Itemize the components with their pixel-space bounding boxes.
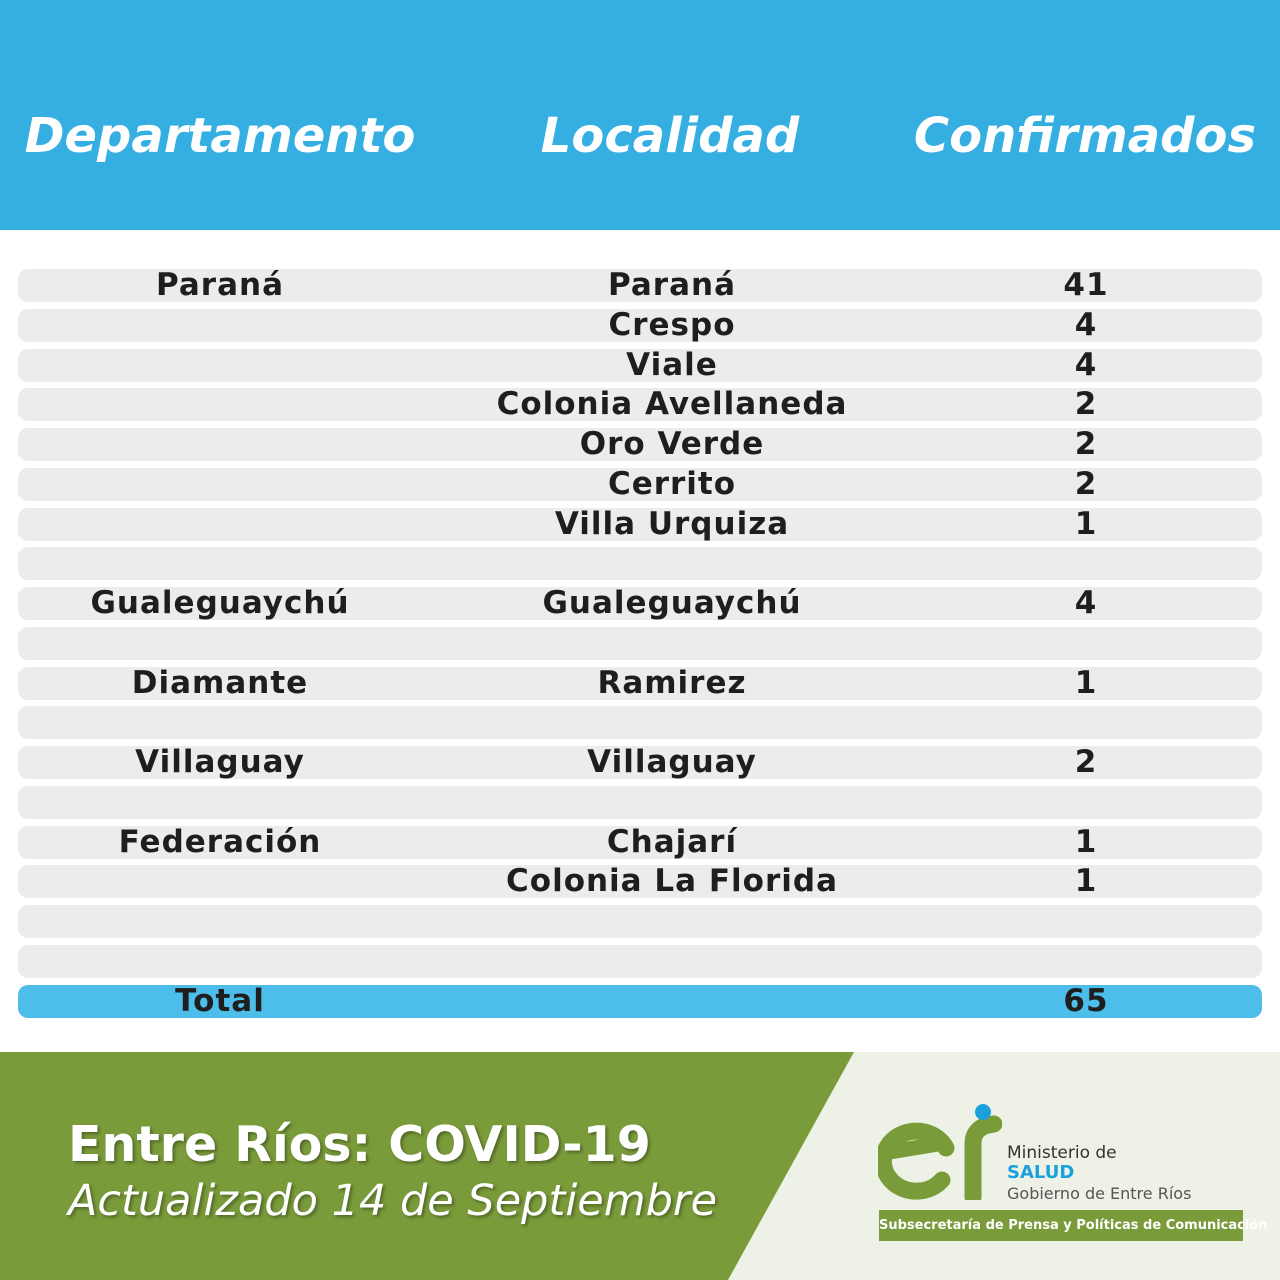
table-row [18, 587, 1262, 620]
confirmados-cell: 4 [1074, 347, 1098, 383]
departamento-cell [40, 905, 400, 938]
departamento-cell [40, 428, 400, 461]
localidad-cell: Colonia Avellaneda [496, 386, 848, 422]
departamento-cell [40, 508, 400, 541]
table-row [18, 309, 1262, 342]
confirmados-cell [986, 786, 1186, 819]
total-label: Total [175, 983, 265, 1019]
confirmados-cell: 1 [1074, 863, 1098, 899]
table-row [18, 826, 1262, 859]
departamento-cell [40, 309, 400, 342]
table-row [18, 468, 1262, 501]
table-row [18, 865, 1262, 898]
confirmados-cell [986, 627, 1186, 660]
departamento-cell: Gualeguaychú [90, 585, 350, 621]
confirmados-cell: 2 [1074, 744, 1098, 780]
table-row [18, 388, 1262, 421]
localidad-cell [430, 905, 914, 938]
confirmados-cell [986, 945, 1186, 978]
header-localidad: Localidad [540, 108, 800, 164]
logo-subsecretaria-bar: Subsecretaría de Prensa y Políticas de Comunicación [879, 1210, 1243, 1241]
logo-gobierno-text: Gobierno de Entre Ríos [1007, 1184, 1192, 1203]
localidad-cell [430, 945, 914, 978]
confirmados-cell: 2 [1074, 466, 1098, 502]
table-row [18, 667, 1262, 700]
table-row [18, 786, 1262, 819]
footer-title: Entre Ríos: COVID-19 [68, 1116, 651, 1173]
localidad-cell: Colonia La Florida [506, 863, 838, 899]
localidad-cell [430, 786, 914, 819]
confirmados-cell: 1 [1074, 665, 1098, 701]
localidad-cell: Cerrito [607, 466, 737, 502]
header-departamento: Departamento [24, 108, 416, 164]
table-row [18, 706, 1262, 739]
localidad-cell: Ramirez [597, 665, 747, 701]
footer-subtitle: Actualizado 14 de Septiembre [68, 1176, 718, 1226]
er-logo-icon [878, 1102, 1002, 1200]
localidad-cell: Viale [626, 347, 718, 383]
departamento-cell: Federación [118, 824, 322, 860]
confirmados-cell: 1 [1074, 824, 1098, 860]
confirmados-cell: 2 [1074, 426, 1098, 462]
localidad-cell [430, 706, 914, 739]
confirmados-cell: 2 [1074, 386, 1098, 422]
table-row [18, 547, 1262, 580]
confirmados-cell [986, 706, 1186, 739]
confirmados-cell: 4 [1074, 585, 1098, 621]
table-header [0, 0, 1280, 230]
table-row [18, 627, 1262, 660]
header-confirmados: Confirmados [913, 108, 1257, 164]
departamento-cell [40, 945, 400, 978]
departamento-cell: Diamante [131, 665, 309, 701]
localidad-cell [430, 547, 914, 580]
total-row [18, 985, 1262, 1018]
departamento-cell [40, 547, 400, 580]
logo-salud-text: SALUD [1007, 1162, 1075, 1183]
confirmados-cell [986, 547, 1186, 580]
localidad-cell: Villaguay [587, 744, 757, 780]
localidad-cell [430, 627, 914, 660]
confirmados-cell: 1 [1074, 506, 1098, 542]
departamento-cell [40, 865, 400, 898]
confirmados-cell: 4 [1074, 307, 1098, 343]
localidad-cell: Crespo [608, 307, 736, 343]
table-row [18, 508, 1262, 541]
total-value: 65 [1063, 983, 1109, 1019]
confirmados-cell: 41 [1063, 267, 1109, 303]
departamento-cell [40, 349, 400, 382]
departamento-cell [40, 706, 400, 739]
localidad-cell: Chajarí [606, 824, 738, 860]
departamento-cell [40, 388, 400, 421]
departamento-cell [40, 627, 400, 660]
table-row [18, 945, 1262, 978]
localidad-cell: Gualeguaychú [542, 585, 802, 621]
departamento-cell [40, 468, 400, 501]
departamento-cell: Paraná [155, 267, 284, 303]
localidad-cell: Oro Verde [579, 426, 765, 462]
logo-ministerio-text: Ministerio de [1007, 1143, 1117, 1163]
departamento-cell: Villaguay [135, 744, 305, 780]
localidad-cell: Paraná [607, 267, 736, 303]
table-row [18, 905, 1262, 938]
table-row [18, 269, 1262, 302]
table-row [18, 746, 1262, 779]
table-row [18, 428, 1262, 461]
confirmados-cell [986, 905, 1186, 938]
localidad-cell: Villa Urquiza [554, 506, 790, 542]
table-row [18, 349, 1262, 382]
departamento-cell [40, 786, 400, 819]
